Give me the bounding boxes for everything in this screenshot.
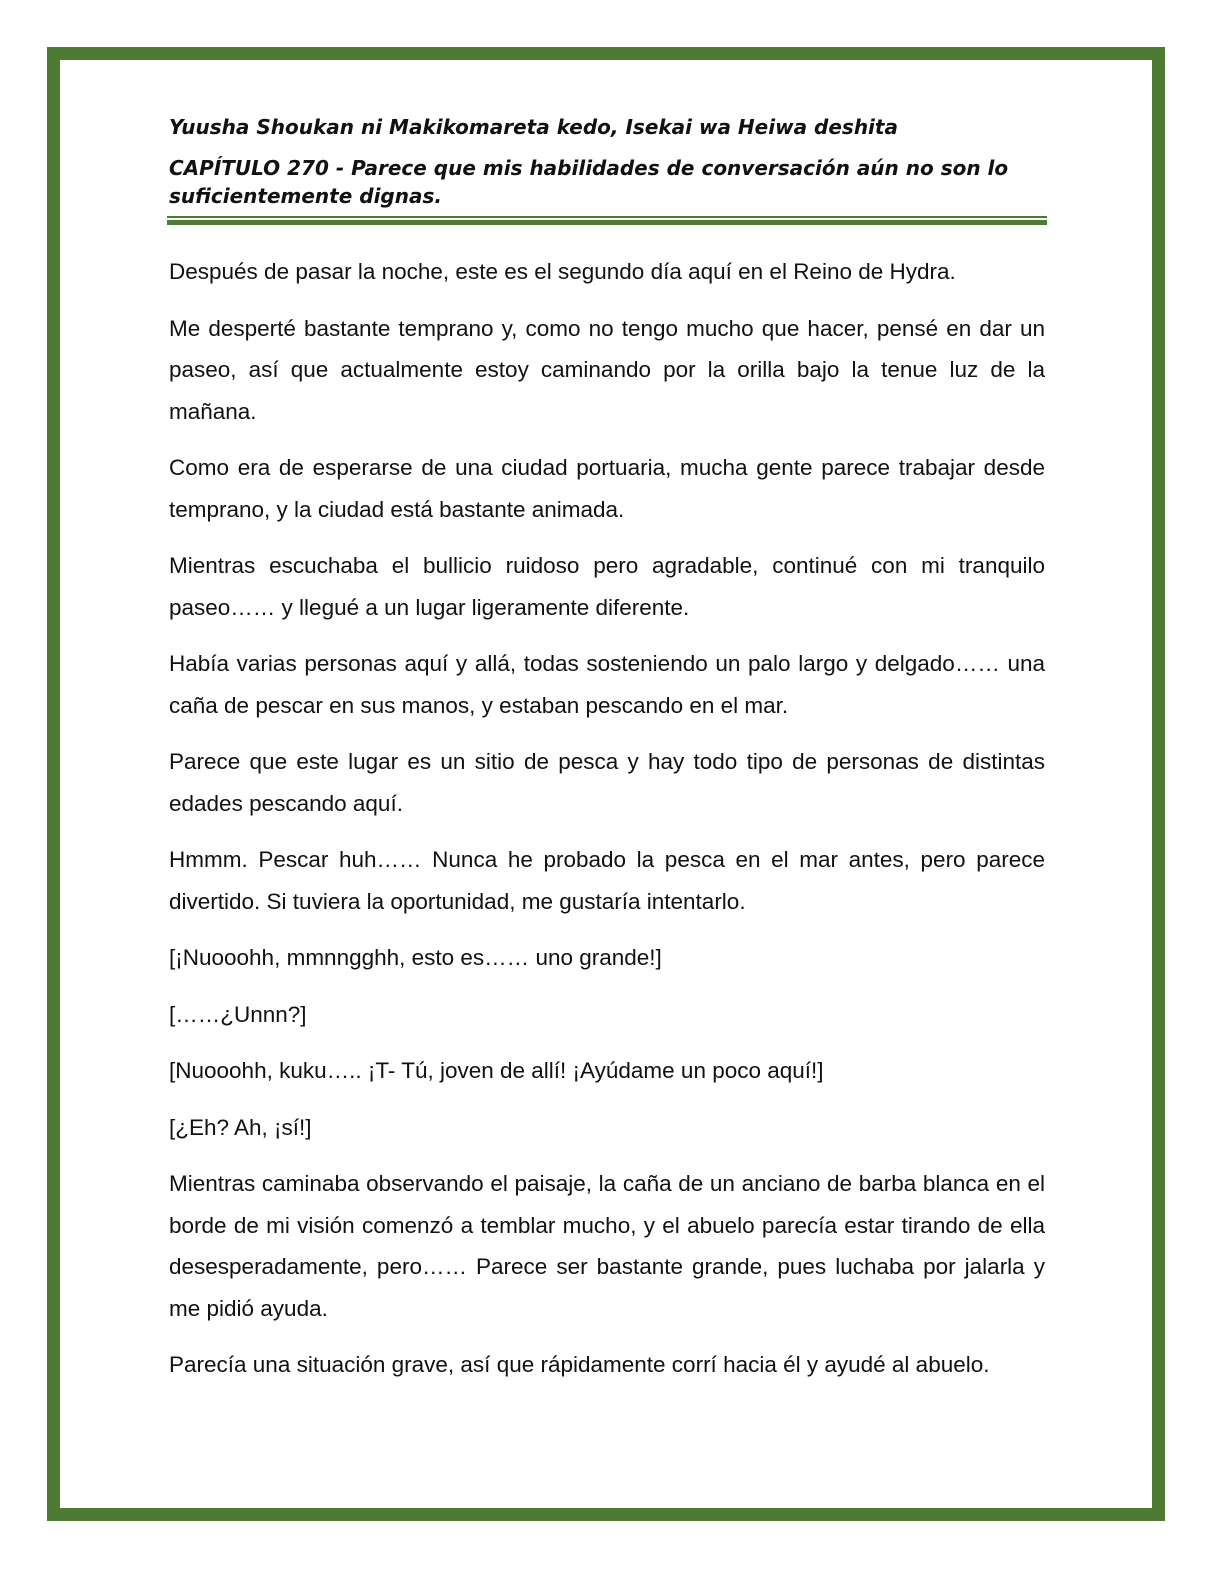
paragraph: Me desperté bastante temprano y, como no tengo mucho que hacer, pensé en dar un paseo, así que actualmente estoy caminando por la orilla bajo la tenue luz de la mañana. (169, 315, 1045, 424)
dialogue-line: [¿Eh? Ah, ¡sí!] (169, 1114, 312, 1140)
paragraph: Parece que este lugar es un sitio de pesca y hay todo tipo de personas de distintas edades pescando aquí. (169, 749, 1045, 816)
paragraph: Mientras escuchaba el bullicio ruidoso pero agradable, continué con mi tranquilo paseo…… y llegué a un lugar ligeramente diferente. (169, 553, 1045, 620)
dialogue-line: [Nuooohh, kuku….. ¡T- Tú, joven de allí! ¡Ayúdame un poco aquí!] (169, 1058, 824, 1083)
chapter-title: CAPÍTULO 270 - Parece que mis habilidades de conversación aún no son lo suficientemente dignas. (169, 156, 1009, 208)
paragraph: Después de pasar la noche, este es el segundo día aquí en el Reino de Hydra. (169, 259, 956, 284)
paragraph: Había varias personas aquí y allá, todas sosteniendo un palo largo y delgado…… una caña de pescar en sus manos, y estaban pescando en el mar. (169, 651, 1045, 718)
divider-thin-line (167, 216, 1047, 218)
paragraph: Como era de esperarse de una ciudad portuaria, mucha gente parece trabajar desde temprano, y la ciudad está bastante animada. (169, 455, 1045, 522)
title-divider (167, 216, 1047, 225)
paragraph: Parecía una situación grave, así que rápidamente corrí hacia él y ayudé al abuelo. (169, 1352, 990, 1377)
chapter-body (169, 251, 1045, 1386)
divider-thick-line (167, 220, 1047, 225)
series-title: Yuusha Shoukan ni Makikomareta kedo, Isekai wa Heiwa deshita (169, 115, 898, 139)
dialogue-line: [……¿Unnn?] (169, 1001, 307, 1027)
dialogue-line: [¡Nuooohh, mmnngghh, esto es…… uno grande!] (169, 945, 662, 970)
document-content (169, 110, 1045, 1401)
paragraph: Hmmm. Pescar huh…… Nunca he probado la pesca en el mar antes, pero parece divertido. Si tuviera la oportunidad, me gustaría intentarlo. (169, 847, 1045, 914)
paragraph: Mientras caminaba observando el paisaje, la caña de un anciano de barba blanca en el borde de mi visión comenzó a temblar mucho, y el abuelo parecía estar tirando de ella desesperadamente, pero…… Parece ser bastante grande, pues luchaba por jalarla y me pidió ayuda. (169, 1171, 1045, 1321)
